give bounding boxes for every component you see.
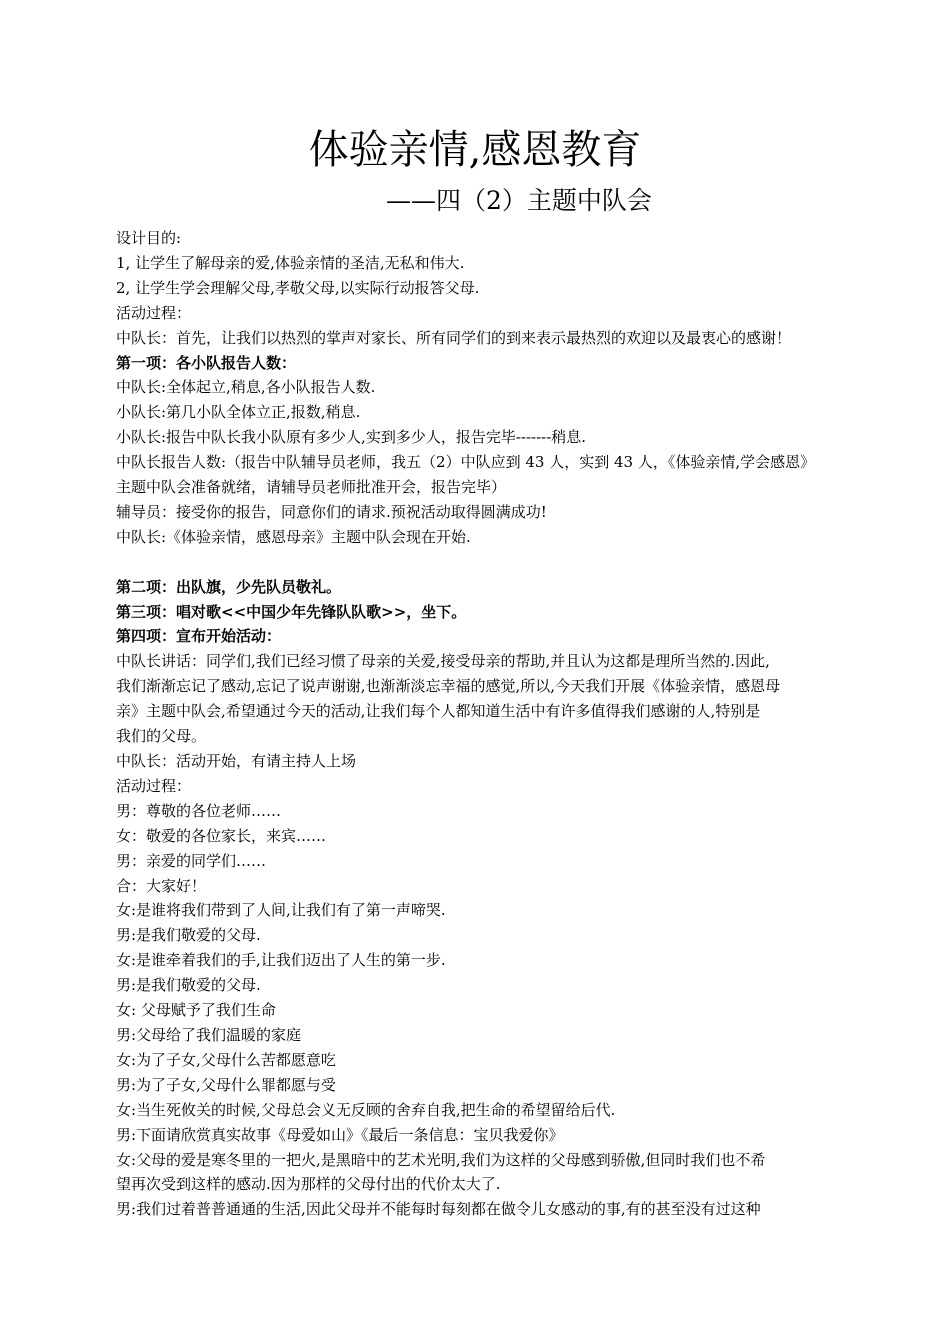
document-title: 体验亲情,感恩教育: [308, 127, 642, 173]
body-line: 中队长:《体验亲情，感恩母亲》主题中队会现在开始.: [116, 527, 471, 546]
document-subtitle: ——四（2）主题中队会: [386, 186, 652, 215]
body-line: 女:父母的爱是寒冬里的一把火,是黑暗中的艺术光明,我们为这样的父母感到骄傲,但同时我们也不希: [116, 1150, 766, 1169]
body-line: 亲》主题中队会,希望通过今天的活动,让我们每个人都知道生活中有许多值得我们感谢的人,特别是: [116, 702, 761, 721]
body-line: 中队长:全体起立,稍息,各小队报告人数.: [116, 378, 376, 397]
body-line: 活动过程：: [116, 776, 192, 795]
section-heading: 第二项：出队旗，少先队员敬礼。: [116, 577, 342, 596]
section-heading: 第三项：唱对歌<<中国少年先锋队队歌>>，坐下。: [116, 602, 467, 621]
body-line: 男:我们过着普普通通的生活,因此父母并不能每时每刻都在做令儿女感动的事,有的甚至没有过这种: [116, 1200, 761, 1219]
body-line: 中队长报告人数:（报告中队辅导员老师，我五（2）中队应到 43 人，实到 43 人，《体验亲情,学会感恩》: [116, 453, 816, 472]
body-line: 2, 让学生学会理解父母,孝敬父母,以实际行动报答父母.: [116, 278, 480, 297]
body-line: 女:为了子女,父母什么苦都愿意吃: [116, 1050, 336, 1069]
body-line: 1, 让学生了解母亲的爱,体验亲情的圣洁,无私和伟大.: [116, 253, 465, 272]
section-heading: 第四项：宣布开始活动：: [116, 627, 282, 646]
body-line: 女：敬爱的各位家长，来宾……: [116, 826, 327, 845]
body-line: 男:为了子女,父母什么罪都愿与受: [116, 1075, 336, 1094]
body-line: 我们渐渐忘记了感动,忘记了说声谢谢,也渐渐淡忘幸福的感觉,所以,今天我们开展《体验亲情，感恩母: [116, 677, 781, 696]
body-line: 望再次受到这样的感动.因为那样的父母付出的代价太大了.: [116, 1175, 501, 1194]
body-line: 小队长:报告中队长我小队原有多少人,实到多少人，报告完毕-------稍息.: [116, 428, 587, 447]
body-line: 女:当生死攸关的时候,父母总会义无反顾的舍弃自我,把生命的希望留给后代.: [116, 1100, 616, 1119]
body-line: 男:父母给了我们温暖的家庭: [116, 1025, 302, 1044]
body-line: 女:是谁将我们带到了人间,让我们有了第一声啼哭.: [116, 901, 446, 920]
document-body: [116, 226, 838, 1222]
body-line: 男:是我们敬爱的父母.: [116, 976, 261, 995]
section-heading: 第一项：各小队报告人数：: [116, 353, 297, 372]
body-line: 女: 父母赋予了我们生命: [116, 1001, 276, 1020]
body-line: 辅导员：接受你的报告，同意你们的请求.预祝活动取得圆满成功!: [116, 502, 547, 521]
blank-line: [116, 550, 838, 575]
body-line: 活动过程：: [116, 303, 192, 322]
body-line: 男:下面请欣赏真实故事《母爱如山》《最后一条信息：宝贝我爱你》: [116, 1125, 564, 1144]
body-line: 中队长：首先，让我们以热烈的掌声对家长、所有同学们的到来表示最热烈的欢迎以及最衷心的感谢！: [116, 328, 792, 347]
body-line: 男：亲爱的同学们……: [116, 851, 267, 870]
body-line: 设计目的:: [116, 229, 182, 247]
body-line: 小队长:第几小队全体立正,报数,稍息.: [116, 403, 361, 422]
body-line: 女:是谁牵着我们的手,让我们迈出了人生的第一步.: [116, 951, 446, 970]
body-line: 合：大家好！: [116, 876, 207, 895]
body-line: 中队长讲话：同学们,我们已经习惯了母亲的关爱,接受母亲的帮助,并且认为这都是理所当然的.因此,: [116, 652, 770, 671]
body-line: 男:是我们敬爱的父母.: [116, 926, 261, 945]
body-line: 我们的父母。: [116, 727, 207, 746]
body-line: 中队长：活动开始，有请主持人上场: [116, 752, 357, 771]
body-line: 主题中队会准备就绪，请辅导员老师批准开会，报告完毕）: [116, 478, 507, 497]
body-line: 男：尊敬的各位老师……: [116, 801, 282, 820]
